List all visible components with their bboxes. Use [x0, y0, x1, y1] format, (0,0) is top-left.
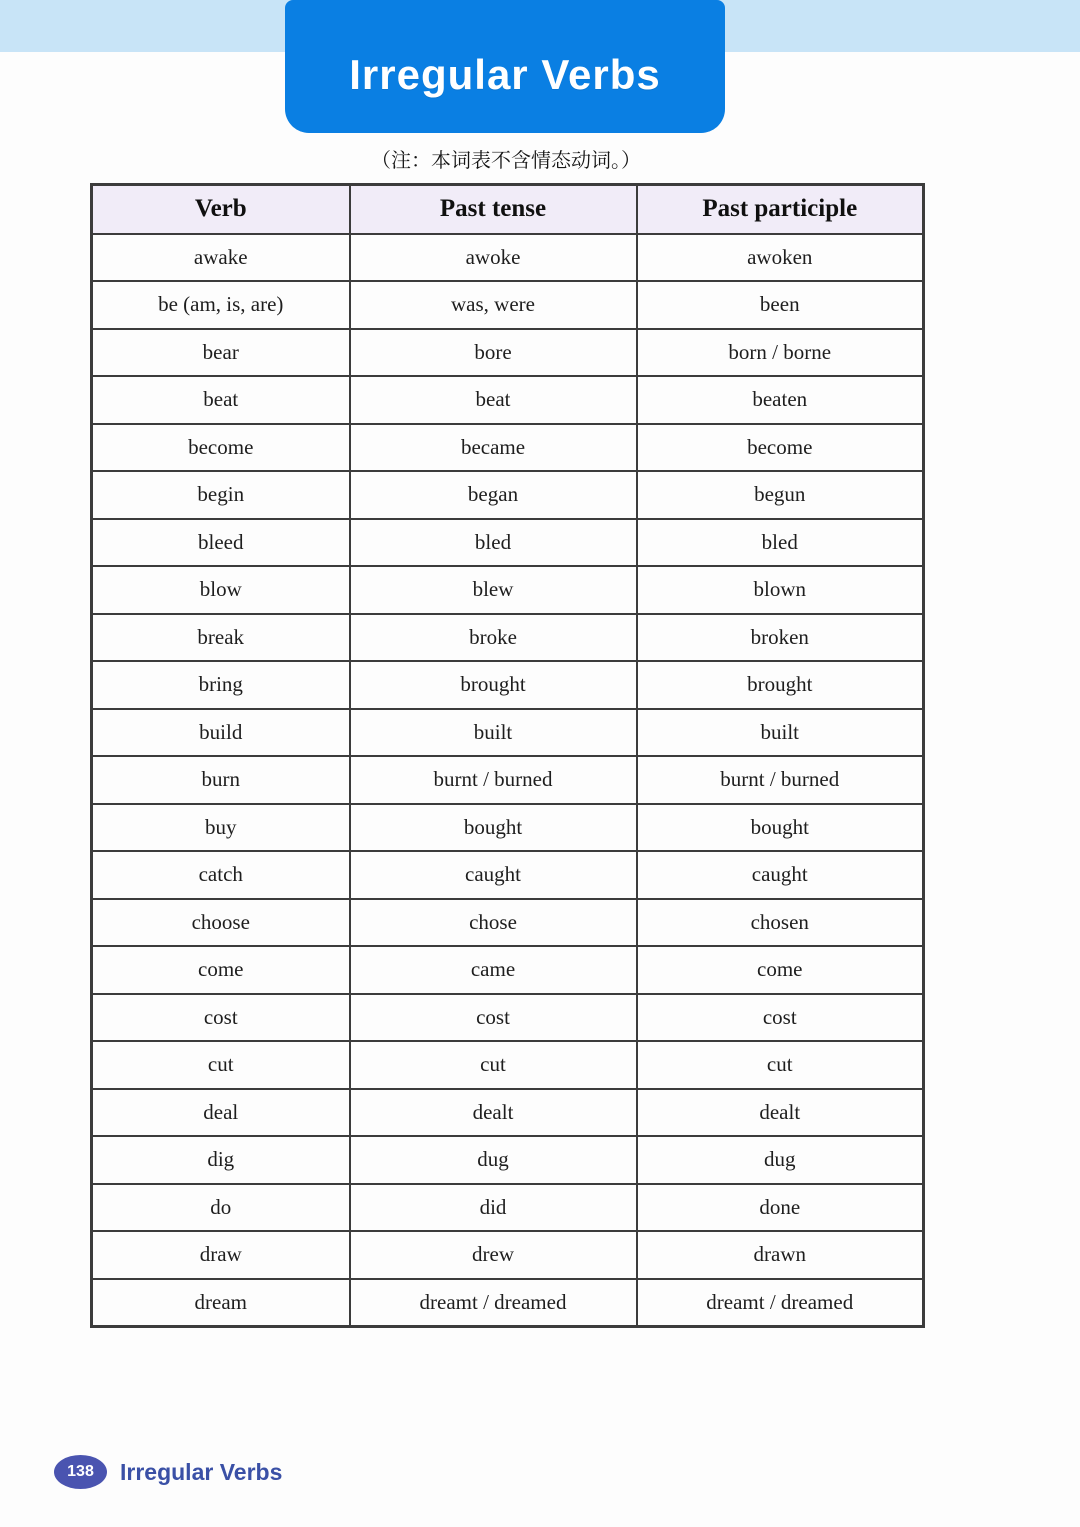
past-tense-cell: dealt [350, 1089, 637, 1137]
table-row [92, 661, 924, 709]
verb-cell: choose [92, 899, 350, 947]
table-row [92, 519, 924, 567]
past-participle-cell: born / borne [637, 329, 924, 377]
past-tense-cell: bought [350, 804, 637, 852]
verb-cell: buy [92, 804, 350, 852]
past-tense-cell: caught [350, 851, 637, 899]
past-participle-cell: become [637, 424, 924, 472]
past-participle-cell: bled [637, 519, 924, 567]
past-tense-cell: became [350, 424, 637, 472]
past-tense-cell: dug [350, 1136, 637, 1184]
table-row [92, 994, 924, 1042]
past-participle-cell: cost [637, 994, 924, 1042]
table-row [92, 1279, 924, 1327]
past-participle-cell: broken [637, 614, 924, 662]
past-participle-cell: dug [637, 1136, 924, 1184]
table-row [92, 424, 924, 472]
past-tense-cell: blew [350, 566, 637, 614]
table-row [92, 804, 924, 852]
past-tense-cell: beat [350, 376, 637, 424]
verb-cell: do [92, 1184, 350, 1232]
verb-cell: be (am, is, are) [92, 281, 350, 329]
note-text: （注：本词表不含情态动词。） [371, 148, 641, 172]
verb-cell: come [92, 946, 350, 994]
verb-cell: blow [92, 566, 350, 614]
table-row [92, 566, 924, 614]
past-participle-cell: cut [637, 1041, 924, 1089]
verb-cell: dig [92, 1136, 350, 1184]
past-participle-cell: dreamt / dreamed [637, 1279, 924, 1327]
irregular-verbs-table [90, 183, 925, 1328]
past-participle-cell: blown [637, 566, 924, 614]
past-tense-cell: broke [350, 614, 637, 662]
past-participle-cell: chosen [637, 899, 924, 947]
table-row [92, 1041, 924, 1089]
past-participle-cell: dealt [637, 1089, 924, 1137]
column-header-verb: Verb [92, 185, 350, 234]
verb-cell: become [92, 424, 350, 472]
past-participle-cell: brought [637, 661, 924, 709]
verb-cell: bear [92, 329, 350, 377]
table-row [92, 756, 924, 804]
past-tense-cell: cut [350, 1041, 637, 1089]
verb-cell: awake [92, 234, 350, 282]
table-row [92, 1231, 924, 1279]
past-tense-cell: dreamt / dreamed [350, 1279, 637, 1327]
past-participle-cell: drawn [637, 1231, 924, 1279]
past-tense-cell: brought [350, 661, 637, 709]
past-tense-cell: cost [350, 994, 637, 1042]
past-tense-cell: drew [350, 1231, 637, 1279]
past-tense-cell: bore [350, 329, 637, 377]
verb-cell: build [92, 709, 350, 757]
past-tense-cell: chose [350, 899, 637, 947]
table-row [92, 614, 924, 662]
past-participle-cell: built [637, 709, 924, 757]
past-participle-cell: caught [637, 851, 924, 899]
table-row [92, 234, 924, 282]
verb-cell: beat [92, 376, 350, 424]
past-tense-cell: awoke [350, 234, 637, 282]
past-tense-cell: came [350, 946, 637, 994]
verb-cell: catch [92, 851, 350, 899]
verb-cell: dream [92, 1279, 350, 1327]
page-number-badge: 138 [54, 1455, 107, 1489]
past-participle-cell: burnt / burned [637, 756, 924, 804]
table-row [92, 1089, 924, 1137]
past-participle-cell: been [637, 281, 924, 329]
verb-cell: cost [92, 994, 350, 1042]
past-participle-cell: begun [637, 471, 924, 519]
table-row [92, 899, 924, 947]
past-tense-cell: built [350, 709, 637, 757]
verb-cell: burn [92, 756, 350, 804]
table-row [92, 946, 924, 994]
page-title: Irregular Verbs [349, 50, 661, 98]
past-tense-cell: began [350, 471, 637, 519]
verb-cell: bleed [92, 519, 350, 567]
past-participle-cell: done [637, 1184, 924, 1232]
verb-cell: bring [92, 661, 350, 709]
past-tense-cell: burnt / burned [350, 756, 637, 804]
past-participle-cell: awoken [637, 234, 924, 282]
table-row [92, 851, 924, 899]
past-participle-cell: come [637, 946, 924, 994]
verb-cell: draw [92, 1231, 350, 1279]
table-header-row [92, 185, 924, 234]
title-banner [285, 0, 725, 133]
table-row [92, 1136, 924, 1184]
page-footer [54, 1455, 282, 1489]
table-body [92, 234, 924, 1327]
column-header-past-tense: Past tense [350, 185, 637, 234]
table-row [92, 281, 924, 329]
table-row [92, 471, 924, 519]
past-participle-cell: beaten [637, 376, 924, 424]
past-tense-cell: was, were [350, 281, 637, 329]
footer-title: Irregular Verbs [120, 1458, 283, 1485]
table-row [92, 376, 924, 424]
column-header-past-participle: Past participle [637, 185, 924, 234]
verb-cell: cut [92, 1041, 350, 1089]
verb-cell: deal [92, 1089, 350, 1137]
table-row [92, 1184, 924, 1232]
past-tense-cell: bled [350, 519, 637, 567]
table-row [92, 329, 924, 377]
verb-cell: break [92, 614, 350, 662]
table-row [92, 709, 924, 757]
verb-cell: begin [92, 471, 350, 519]
past-tense-cell: did [350, 1184, 637, 1232]
past-participle-cell: bought [637, 804, 924, 852]
